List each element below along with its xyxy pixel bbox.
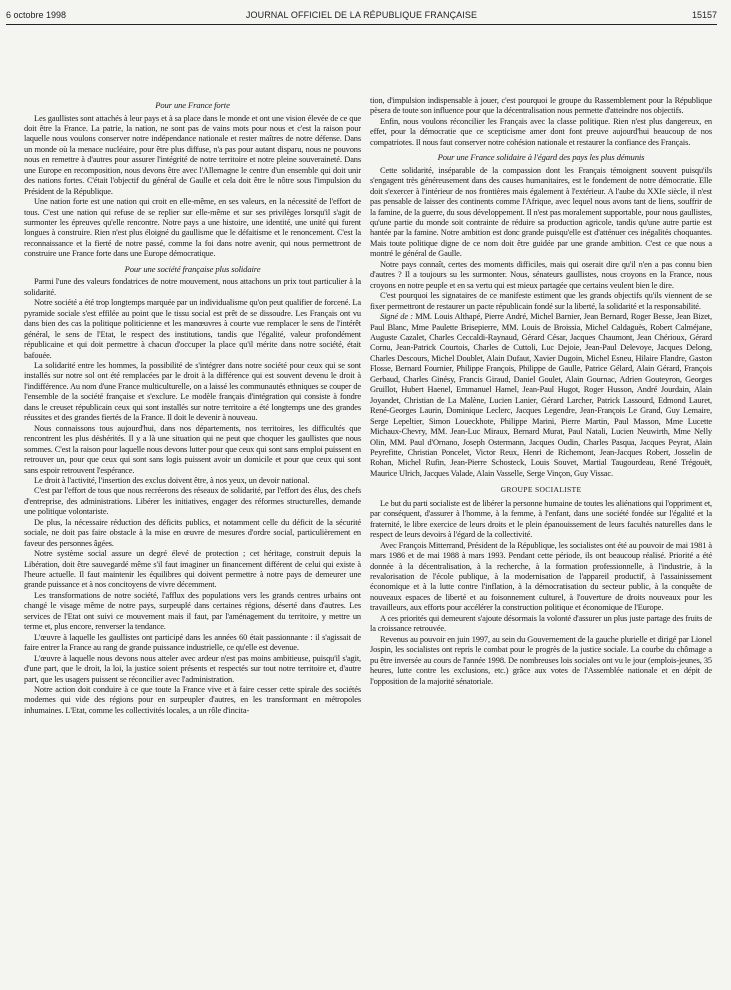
signers-label: Signé de : (380, 312, 413, 322)
paragraph: Notre système social assure un degré élevé de protection ; cet héritage, construit depuis la Libération, doit être sauvegardé même s'il faut imaginer un financement différent de celui qui existe à l'heure actuelle. Il faut maintenir les équilibres qui doivent permettre à notre pays de demeurer une grande puissance et à nos concitoyens de vivre décemment. (24, 549, 361, 590)
section-heading-pays-demunis: Pour une France solidaire à l'égard des pays les plus démunis (437, 152, 645, 163)
right-column (370, 96, 712, 988)
paragraph: Le droit à l'activité, l'insertion des exclus doivent être, à nos yeux, un devoir national. (34, 475, 310, 485)
paragraph: Notre action doit conduire à ce que toute la France vive et à faire cesser cette spirale des sociétés modernes qui vide des régions pour en surpeupler d'autres, en les transformant en métropoles inhumaines. L'Etat, comme les collectivités locales, a un rôle d'incita- (24, 685, 361, 715)
issue-date: 6 octobre 1998 (6, 10, 67, 20)
paragraph: Enfin, nous voulons réconcilier les Français avec la classe politique. Rien n'est plus dangereux, en effet, pour la démocratie que ce scepticisme amer dont font preuve aujourd'hui beaucoup de nos compatriotes. Il nous faut conserver notre cohésion nationale et restaurer la confiance des Français. (370, 116, 712, 147)
paragraph: A ces priorités qui demeurent s'ajoute désormais la volonté d'assurer un plus juste partage des fruits de la croissance retrouvée. (370, 613, 712, 634)
paragraph: Cette solidarité, inséparable de la compassion dont les Français témoignent souvent puisqu'ils s'engagent très généreusement dans des causes humanitaires, est le fondement de notre démocratie. Elle doit s'exercer à l'intérieur de nos frontières mais également à l'extérieur. A l'aube du XXIe siècle, il n'est pas pensable de laisser des continents comme l'Afrique, avec lequel nous avons tant de liens, souffrir de la famine, de la guerre, du sous développement. Il n'est pas moralement supportable, pour nous gaullistes, qu'une partie du monde soit contrainte de réduire sa production agricole, tandis qu'une autre partie est hantée par la famine. Notre ambition est donc grande puisqu'elle est d'atténuer ces inégalités choquantes. Mais toute politique digne de ce nom doit être guidée par une grande ambition. C'est ce que nous a montré le général de Gaulle. (370, 165, 712, 259)
page-number: 15157 (691, 10, 717, 20)
paragraph: Notre société a été trop longtemps marquée par un individualisme qu'on peut qualifier de forcené. La pyramide sociale s'est effilée au point que le tissu social est prêt de se dissoudre. Les Français ont vu dans bien des cas la politique politicienne et les manœuvres à courte vue remplacer le sens de l'intérêt général, le sens de l'Etat, le respect des institutions, tandis que l'égalité, valeur profondément républicaine et qui doit permettre à chacun d'occuper la place qu'il mérite dans notre société, était bafouée. (24, 298, 361, 360)
paragraph: C'est par l'effort de tous que nous recréerons des réseaux de solidarité, par l'effort des élus, des chefs d'entreprise, des administrations. Libérer les initiatives, engager des réformes structurelles, demande une politique volontariste. (24, 486, 361, 517)
paragraph: C'est pourquoi les signataires de ce manifeste estiment que les grands objectifs qu'ils viennent de se fixer permettront de restaurer un pacte républicain fondé sur la liberté, la solidarité et la responsabilité. (370, 291, 712, 311)
paragraph: Parmi l'une des valeurs fondatrices de notre mouvement, nous attachons un prix tout particulier à la solidarité. (24, 277, 361, 297)
paragraph: L'œuvre à laquelle nous devons nous atteler avec ardeur n'est pas moins ambitieuse, puisqu'il s'agit, d'une part, que le droit, la loi, la justice soient présents et respectés sur tout notre territoire et, d'autre part, que les usagers puissent se réconcilier avec l'administration. (24, 653, 361, 684)
paragraph: Revenus au pouvoir en juin 1997, au sein du Gouvernement de la gauche plurielle et dirigé par Lionel Jospin, les socialistes ont repris le combat pour le progrès de la justice sociale. La courbe du chômage a pu être inversée au cours de l'année 1998. De nombreuses lois sociales ont vu le jour (emplois-jeunes, 35 heures, lutte contre les exclusions, etc.) grâce aux votes de l'Assemblée nationale et en dépit de l'opposition de la majorité sénatoriale. (370, 634, 712, 686)
paragraph: Les gaullistes sont attachés à leur pays et à sa place dans le monde et ont une vision élevée de ce que doit être la France. La patrie, la nation, ne sont pas de vains mots pour nous et c'est la raison pour laquelle nous voulons conserver notre indépendance nationale et rester maîtres de notre défense. Dans un monde où la menace nucléaire, pour être plus diffuse, n'a pas pour autant disparu, nous ne pouvons nous en remettre à d'autres pour assurer l'intégrité de notre territoire et notre pleine souveraineté. Dans une Europe en recomposition, nous devons être avec l'Allemagne le centre d'un ensemble qui doit unir des nations fortes. C'était l'objectif du général de Gaulle et cela doit être le nôtre sous l'impulsion du Président de la République. (24, 113, 361, 196)
paragraph: tion, d'impulsion indispensable à jouer, c'est pourquoi le groupe du Rassemblement pour la République pèsera de toute son influence pour que la décentralisation nous permette d'atteindre nos objectifs. (370, 96, 712, 116)
paragraph: Une nation forte est une nation qui croit en elle-même, en ses valeurs, en la nécessité de l'effort de tous. C'est une nation qui refuse de se replier sur elle-même et sur ses privilèges lorsqu'il s'agit de surmonter les épreuves qu'elle rencontre. Notre pays a une histoire, une identité, une unité qui furent longues à construire. Rien n'est plus éloigné du gaullisme que le défaitisme et le renoncement. C'est la reconnaissance et la fierté de notre passé, comme la foi dans notre avenir, qui nous permettront de construire une France forte dans une Europe démocratique. (24, 197, 361, 259)
paragraph: Nous connaissons tous aujourd'hui, dans nos départements, nos territoires, les difficultés que rencontrent les plus déshérités. Il y a là une situation qui ne peut que choquer les gaullistes que nous sommes. C'est la raison pour laquelle nous devons lutter pour que ceux qui sont sans emploi puissent en retrouver un, pour que ceux qui sont sans logis puissent avoir un domicile et pour que ceux qui sont sans espoir retrouvent l'espérance. (24, 423, 361, 475)
paragraph: Notre pays connaît, certes des moments difficiles, mais qui oserait dire qu'il n'en a pas connu bien d'autres ? Il a toujours su les surmonter. Nous, sénateurs gaullistes, nous croyons en la France, nous croyons en notre peuple et en sa vertu qui est mieux partagée que certains veulent bien le dire. (370, 259, 712, 290)
paragraph: La solidarité entre les hommes, la possibilité de s'intégrer dans notre société pour ceux qui se sont installés sur notre sol ont été remplacées par le droit à la différence qui est souvent devenu le droit à l'indifférence. Au nom d'une France multiculturelle, on a laissé les communautés ethniques se couper de l'ensemble de la société française et s'exclure. Le modèle français d'intégration qui consiste à fondre dans le creuset républicain ceux qui sont installés sur notre territoire a été longtemps une des grandes réussites et des grandes fiertés de la France. Il doit le devenir à nouveau. (24, 360, 361, 423)
paragraph: Les transformations de notre société, l'afflux des populations vers les grands centres urbains ont changé le visage même de notre pays, surpeuplé dans certaines régions, déserté dans d'autres. Les services de l'Etat ont suivi ce mouvement mais il faut, par l'aménagement du territoire, y mettre un terme et, plus encore, renverser la tendance. (24, 590, 361, 632)
signers-list: MM. Louis Althapé, Pierre André, Michel Barnier, Jean Bernard, Roger Besse, Jean Bizet, Paul Blanc, Mme Paulette Brisepierre, MM. Louis de Broissia, Michel Caldaguès, Robert Calméjane, Auguste Cazalet, Charles Ceccaldi-Raynaud, Gérard César, Jacques Chaumont, Jean Chérioux, Gérard Cornu, Jean-Patrick Courtois, Charles de Cuttoli, Luc Dejoie, Jean-Paul Delevoye, Jacques Delong, Charles Descours, Michel Doublet, Alain Dufaut, Xavier Dugoin, Michel Esneu, Hilaire Flandre, Gaston Flosse, Bernard Fournier, Philippe François, Philippe de Gaulle, Patrice Gélard, Alain Gérard, François Gerbaud, Charles Ginésy, Francis Giraud, Daniel Goulet, Alain Gournac, Adrien Gouteyron, Georges Gruillot, Hubert Haenel, Emmanuel Hamel, Jean-Paul Hugot, Roger Husson, André Jourdain, Alain Joyandet, Christian de La Malène, Lucien Lanier, Gérard Larcher, Patrick Lassourd, Edmond Lauret, René-Georges Laurin, Dominique Leclerc, Jacques Legendre, Jean-François Le Grand, Guy Lemaire, Serge Lepeltier, Simon Loueckhote, Philippe Marini, Pierre Martin, Paul Masson, Mme Lucette Michaux-Chevry, MM. Jean-Luc Miraux, Bernard Murat, Paul Natali, Lucien Neuwirth, Mme Nelly Olin, MM. Paul d'Ornano, Joseph Ostermann, Jacques Oudin, Charles Pasqua, Jacques Peyrat, Alain Peyrefitte, Christian Poncelet, Victor Reux, Henri de Richemont, Jean-Jacques Robert, Josselin de Rohan, Michel Rufin, Jean-Pierre Schosteck, Louis Souvet, Martial Taugourdeau, René Trégouët, Maurice Ulrich, Jacques Valade, Alain Vasselle, Serge Vinçon, Guy Vissac. (370, 312, 712, 478)
section-heading-societe-solidaire: Pour une société française plus solidaire (124, 263, 261, 274)
left-column (24, 96, 361, 988)
signers-paragraph (370, 312, 712, 479)
page-header (6, 6, 717, 25)
group-heading-socialiste: GROUPE SOCIALISTE (500, 485, 582, 495)
paragraph: Le but du parti socialiste est de libérer la personne humaine de toutes les aliénations qui l'oppriment et, par conséquent, d'assurer à l'homme, à la femme, à l'enfant, dans une société fondée sur l'égalité et la fraternité, le libre exercice de leurs droits et le plein épanouissement de leurs facultés naturelles dans le respect de leurs devoirs à l'égard de la collectivité. (370, 498, 712, 540)
section-heading-france-forte: Pour une France forte (155, 100, 230, 110)
journal-title: JOURNAL OFFICIEL DE LA RÉPUBLIQUE FRANÇAISE (245, 10, 478, 20)
paragraph: Avec François Mitterrand, Président de la République, les socialistes ont été au pouvoir de mai 1981 à mars 1986 et de mai 1988 à mars 1993. Pendant cette période, ils ont beaucoup réalisé. Priorité a été donnée à la décentralisation, à la recherche, à la formation professionnelle, à l'industrie, à la revalorisation de l'école publique, à la modernisation de l'appareil productif, à l'assainissement économique et à la lutte contre l'inflation, à la démocratisation du secteur public, à la conquête de nouveaux espaces de liberté et au foisonnement culturel, à l'ouverture de droits nouveaux pour les travailleurs, aux efforts pour accélérer la construction politique et économique de l'Europe. (370, 540, 712, 613)
paragraph: De plus, la nécessaire réduction des déficits publics, et notamment celle du déficit de la sécurité sociale, ne doit pas faire obstacle à la mise en œuvre de mesures d'ordre social, particulièrement en faveur des personnes âgées. (24, 517, 361, 548)
paragraph: L'œuvre à laquelle les gaullistes ont participé dans les années 60 était passionnante : il s'agissait de faire entrer la France au rang de grande puissance industrielle, ce qu'elle est devenue. (24, 632, 361, 653)
